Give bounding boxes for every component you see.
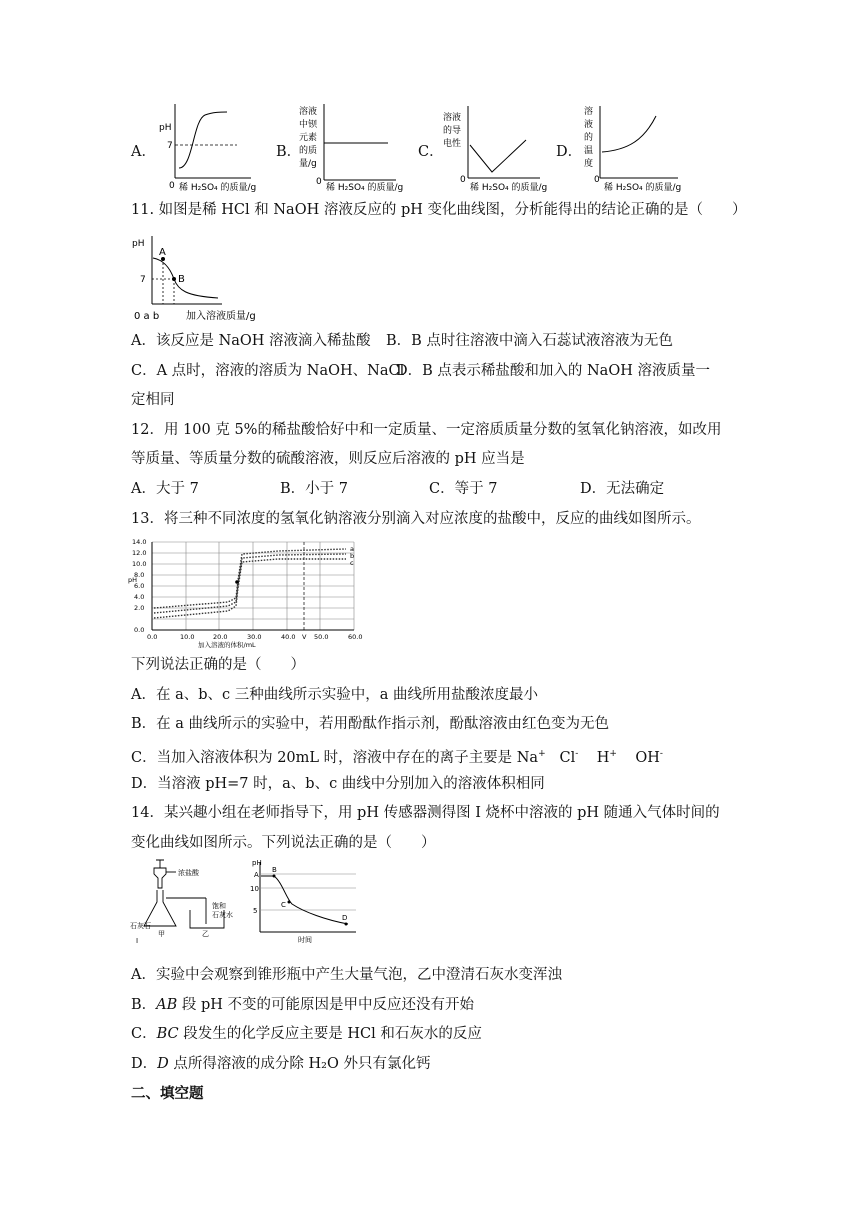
q13-option-d: D．当溶液 pH=7 时，a、b、c 曲线中分别加入的溶液体积相同 [131, 776, 545, 792]
svg-text:量/g: 量/g [299, 159, 317, 169]
svg-text:溶液: 溶液 [299, 107, 318, 117]
svg-text:10.0: 10.0 [132, 560, 147, 568]
q14-option-a: A．实验中会观察到锥形瓶中产生大量气泡，乙中澄清石灰水变浑浊 [131, 967, 562, 983]
q13-option-a: A．在 a、b、c 三种曲线所示实验中，a 曲线所用盐酸浓度最小 [131, 687, 538, 703]
svg-text:时间: 时间 [298, 936, 312, 944]
q12-stem-2: 等质量、等质量分数的硫酸溶液，则反应后溶液的 pH 应当是 [131, 451, 525, 467]
svg-text:加入溶液的体积/mL: 加入溶液的体积/mL [198, 641, 256, 648]
svg-text:0: 0 [316, 177, 322, 187]
q12-option-d: D．无法确定 [580, 481, 665, 497]
q10-option-d-label: D． [556, 144, 583, 160]
svg-text:7: 7 [167, 141, 173, 151]
q13-titration-chart [128, 536, 368, 648]
svg-text:浓盐酸: 浓盐酸 [178, 869, 199, 877]
q10-graph-b [296, 100, 411, 192]
svg-text:c: c [350, 559, 354, 567]
q10-graph-d [578, 100, 693, 192]
q11-option-d: D．B 点表示稀盐酸和加入的 NaOH 溶液质量一 [396, 363, 710, 379]
svg-text:电性: 电性 [443, 139, 462, 149]
svg-text:石灰石: 石灰石 [130, 922, 151, 930]
svg-text:8.0: 8.0 [134, 571, 145, 579]
svg-text:20.0: 20.0 [213, 633, 228, 641]
q13-option-c: C．当加入溶液体积为 20mL 时，溶液中存在的离子主要是 Na+ Cl- H+ OH- [131, 749, 663, 766]
svg-text:V: V [302, 633, 307, 641]
svg-text:6.0: 6.0 [134, 582, 145, 590]
q11-option-c: C．A 点时，溶液的溶质为 NaOH、NaCl [131, 363, 405, 379]
svg-text:度: 度 [584, 159, 594, 169]
svg-text:D: D [342, 914, 348, 922]
svg-text:30.0: 30.0 [247, 633, 262, 641]
svg-text:的质: 的质 [299, 146, 318, 156]
q11-ph-graph [130, 228, 270, 326]
svg-text:的: 的 [584, 133, 594, 143]
svg-text:溶: 溶 [584, 107, 594, 117]
svg-text:pH: pH [252, 859, 262, 867]
q12-option-a: A．大于 7 [131, 481, 199, 497]
q13-option-b: B．在 a 曲线所示的实验中，若用酚酞作指示剂，酚酞溶液由红色变为无色 [131, 716, 610, 732]
svg-text:40.0: 40.0 [281, 633, 296, 641]
section-heading: 二、填空题 [131, 1086, 204, 1102]
q12-option-b: B．小于 7 [280, 481, 348, 497]
q10-option-b-label: B． [276, 144, 302, 160]
svg-text:温: 温 [584, 146, 594, 156]
q10-option-c-label: C． [418, 144, 444, 160]
q14-apparatus-figure [130, 858, 240, 944]
svg-text:5: 5 [253, 907, 258, 915]
svg-text:稀 H₂SO₄ 的质量/g: 稀 H₂SO₄ 的质量/g [179, 183, 257, 192]
q10-option-a-label: A． [131, 144, 156, 160]
svg-text:a: a [350, 545, 354, 553]
svg-text:的导: 的导 [443, 126, 462, 136]
svg-text:pH: pH [132, 239, 145, 249]
svg-text:10.0: 10.0 [180, 633, 195, 641]
svg-text:B: B [178, 274, 185, 285]
svg-text:稀 H₂SO₄ 的质量/g: 稀 H₂SO₄ 的质量/g [470, 183, 548, 192]
svg-text:稀 H₂SO₄ 的质量/g: 稀 H₂SO₄ 的质量/g [604, 183, 682, 192]
ylabel: pH [159, 123, 172, 133]
q11-option-d-cont: 定相同 [131, 392, 175, 408]
svg-text:C: C [281, 901, 286, 909]
svg-text:0.0: 0.0 [147, 633, 158, 641]
svg-text:12.0: 12.0 [132, 549, 147, 557]
q12-option-c: C．等于 7 [429, 481, 498, 497]
q10-graph-c [440, 100, 555, 192]
svg-text:A: A [254, 871, 259, 879]
svg-text:A: A [159, 247, 166, 258]
svg-text:B: B [272, 866, 277, 874]
svg-text:液: 液 [584, 120, 594, 130]
svg-text:60.0: 60.0 [348, 633, 363, 641]
svg-text:乙: 乙 [202, 930, 209, 938]
svg-text:I: I [136, 937, 139, 944]
svg-text:50.0: 50.0 [314, 633, 329, 641]
svg-text:稀 H₂SO₄ 的质量/g: 稀 H₂SO₄ 的质量/g [326, 183, 404, 192]
q14-stem-2: 变化曲线如图所示。下列说法正确的是（ ） [131, 835, 436, 851]
svg-text:b: b [350, 552, 355, 560]
q10-graph-a [155, 100, 265, 192]
q11-option-a: A．该反应是 NaOH 溶液滴入稀盐酸 [131, 333, 371, 349]
q14-option-b: B．AB 段 pH 不变的可能原因是甲中反应还没有开始 [131, 997, 475, 1013]
svg-text:0: 0 [169, 181, 175, 191]
svg-text:0.0: 0.0 [134, 626, 145, 634]
svg-text:中钡: 中钡 [299, 120, 318, 130]
q11-option-b: B．B 点时往溶液中滴入石蕊试液溶液为无色 [386, 333, 673, 349]
q14-option-c: C．BC 段发生的化学反应主要是 HCl 和石灰水的反应 [131, 1026, 482, 1042]
q14-option-d: D．D 点所得溶液的成分除 H₂O 外只有氯化钙 [131, 1056, 431, 1072]
q14-ph-time-graph [246, 858, 362, 944]
svg-text:10: 10 [250, 885, 259, 893]
svg-text:0: 0 [594, 175, 600, 185]
svg-text:4.0: 4.0 [134, 593, 145, 601]
svg-text:0 a b: 0 a b [134, 311, 160, 322]
q11-stem: 11. 如图是稀 HCl 和 NaOH 溶液反应的 pH 变化曲线图，分析能得出的结论正确的是（ ） [131, 202, 747, 218]
svg-text:加入溶液质量/g: 加入溶液质量/g [186, 311, 256, 322]
svg-text:2.0: 2.0 [134, 604, 145, 612]
svg-text:甲: 甲 [158, 930, 165, 938]
svg-text:饱和: 饱和 [212, 902, 226, 910]
svg-text:14.0: 14.0 [132, 538, 147, 546]
q13-stem: 13．将三种不同浓度的氢氧化钠溶液分别滴入对应浓度的盐酸中，反应的曲线如图所示。 [131, 511, 701, 527]
q14-stem-1: 14．某兴趣小组在老师指导下，用 pH 传感器测得图 I 烧杯中溶液的 pH 随通入气体时间的 [131, 805, 720, 821]
q12-stem-1: 12．用 100 克 5%的稀盐酸恰好中和一定质量、一定溶质质量分数的氢氧化钠溶液，如改用 [131, 422, 722, 438]
svg-text:石灰水: 石灰水 [212, 911, 233, 919]
svg-text:7: 7 [140, 275, 146, 285]
svg-text:0: 0 [460, 175, 466, 185]
svg-text:元素: 元素 [299, 133, 318, 143]
svg-text:溶液: 溶液 [443, 113, 462, 123]
q13-prompt: 下列说法正确的是（ ） [131, 657, 305, 673]
svg-text:pH: pH [128, 576, 138, 584]
